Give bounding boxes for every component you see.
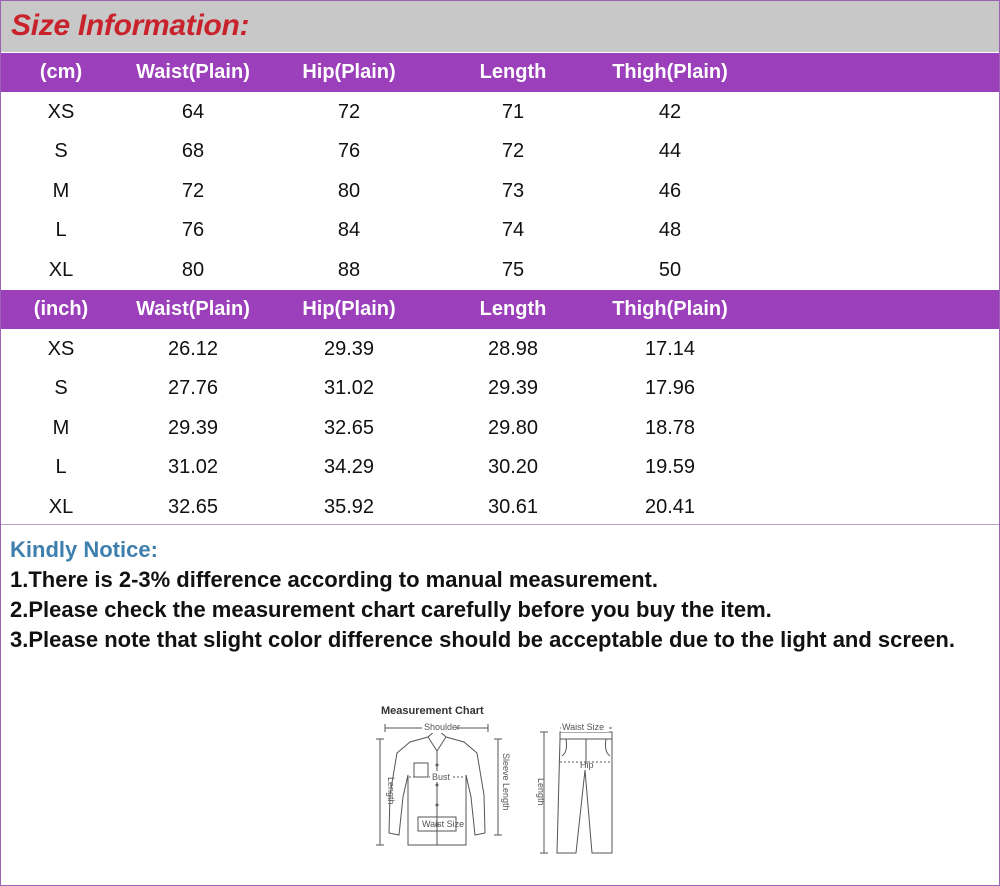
measurement-chart-title: Measurement Chart (381, 705, 484, 717)
waist-cell: 80 (181, 259, 205, 281)
notice-line-1: 1.There is 2-3% difference according to manual measurement. (10, 567, 658, 592)
waist-cell: 76 (181, 219, 205, 241)
header-hip: Hip(Plain) (302, 61, 396, 83)
thigh-cell: 46 (658, 180, 682, 202)
thigh-cell: 18.78 (644, 417, 696, 439)
page-title: Size Information: (11, 9, 250, 42)
header-unit: (inch) (33, 298, 89, 320)
notice-line-2: 2.Please check the measurement chart carefully before you buy the item. (10, 597, 772, 622)
notice-line-3: 3.Please note that slight color difference should be acceptable due to the light and screen. (10, 627, 955, 652)
table-row (1, 132, 999, 171)
waist-cell: 72 (181, 180, 205, 202)
waist-cell: 27.76 (167, 377, 219, 399)
size-cell: L (55, 456, 67, 478)
header-unit: (cm) (39, 61, 83, 83)
length-cell: 30.20 (487, 456, 539, 478)
hip-cell: 32.65 (323, 417, 375, 439)
thigh-cell: 19.59 (644, 456, 696, 478)
sleeve-length-label: Sleeve Length (501, 753, 511, 811)
size-cell: XL (48, 259, 74, 281)
header-length: Length (479, 298, 547, 320)
header-thigh: Thigh(Plain) (612, 61, 728, 83)
length-cell: 73 (501, 180, 525, 202)
size-cell: S (54, 140, 68, 162)
length-cell: 28.98 (487, 338, 539, 360)
bust-label: Bust (432, 772, 451, 782)
thigh-cell: 50 (658, 259, 682, 281)
hip-cell: 34.29 (323, 456, 375, 478)
title-bar (1, 1, 999, 52)
size-cell: M (52, 417, 70, 439)
table-row (1, 369, 999, 408)
table-row (1, 330, 999, 369)
table-row (1, 211, 999, 250)
waist-cell: 31.02 (167, 456, 219, 478)
hip-cell: 29.39 (323, 338, 375, 360)
table-header-inch (1, 290, 999, 329)
table-row (1, 488, 999, 527)
table-row (1, 448, 999, 487)
length-cell: 72 (501, 140, 525, 162)
pants-diagram-icon (530, 718, 630, 863)
waist-cell: 29.39 (167, 417, 219, 439)
waist-cell: 64 (181, 101, 205, 123)
length-cell: 75 (501, 259, 525, 281)
header-length: Length (479, 61, 547, 83)
table-row (1, 172, 999, 211)
header-hip: Hip(Plain) (302, 298, 396, 320)
pants-waist-size-label: Waist Size (562, 722, 605, 732)
hip-cell: 35.92 (323, 496, 375, 518)
hip-cell: 31.02 (323, 377, 375, 399)
pants-length-label: Length (536, 778, 546, 806)
header-waist: Waist(Plain) (136, 61, 250, 83)
thigh-cell: 17.14 (644, 338, 696, 360)
shirt-waist-size-label: Waist Size (422, 819, 465, 829)
length-cell: 29.39 (487, 377, 539, 399)
header-waist: Waist(Plain) (136, 298, 250, 320)
shoulder-label: Shoulder (424, 722, 461, 732)
shirt-length-label: Length (386, 777, 396, 805)
length-cell: 71 (501, 101, 525, 123)
size-cell: XS (47, 338, 75, 360)
header-thigh: Thigh(Plain) (612, 298, 728, 320)
table-row (1, 409, 999, 448)
table-header-cm (1, 53, 999, 92)
thigh-cell: 44 (658, 140, 682, 162)
waist-cell: 32.65 (167, 496, 219, 518)
length-cell: 74 (501, 219, 525, 241)
size-cell: XL (48, 496, 74, 518)
waist-cell: 26.12 (167, 338, 219, 360)
shirt-diagram-icon (370, 715, 520, 865)
table-row (1, 251, 999, 290)
waist-cell: 68 (181, 140, 205, 162)
size-cell: XS (47, 101, 75, 123)
thigh-cell: 42 (658, 101, 682, 123)
thigh-cell: 20.41 (644, 496, 696, 518)
hip-cell: 76 (337, 140, 361, 162)
thigh-cell: 48 (658, 219, 682, 241)
notice-title: Kindly Notice: (10, 537, 158, 562)
table-row (1, 93, 999, 132)
thigh-cell: 17.96 (644, 377, 696, 399)
hip-label: Hip (580, 760, 594, 770)
hip-cell: 88 (337, 259, 361, 281)
hip-cell: 84 (337, 219, 361, 241)
size-cell: L (55, 219, 67, 241)
section-divider (1, 524, 999, 525)
length-cell: 29.80 (487, 417, 539, 439)
size-cell: M (52, 180, 70, 202)
hip-cell: 72 (337, 101, 361, 123)
hip-cell: 80 (337, 180, 361, 202)
length-cell: 30.61 (487, 496, 539, 518)
size-cell: S (54, 377, 68, 399)
